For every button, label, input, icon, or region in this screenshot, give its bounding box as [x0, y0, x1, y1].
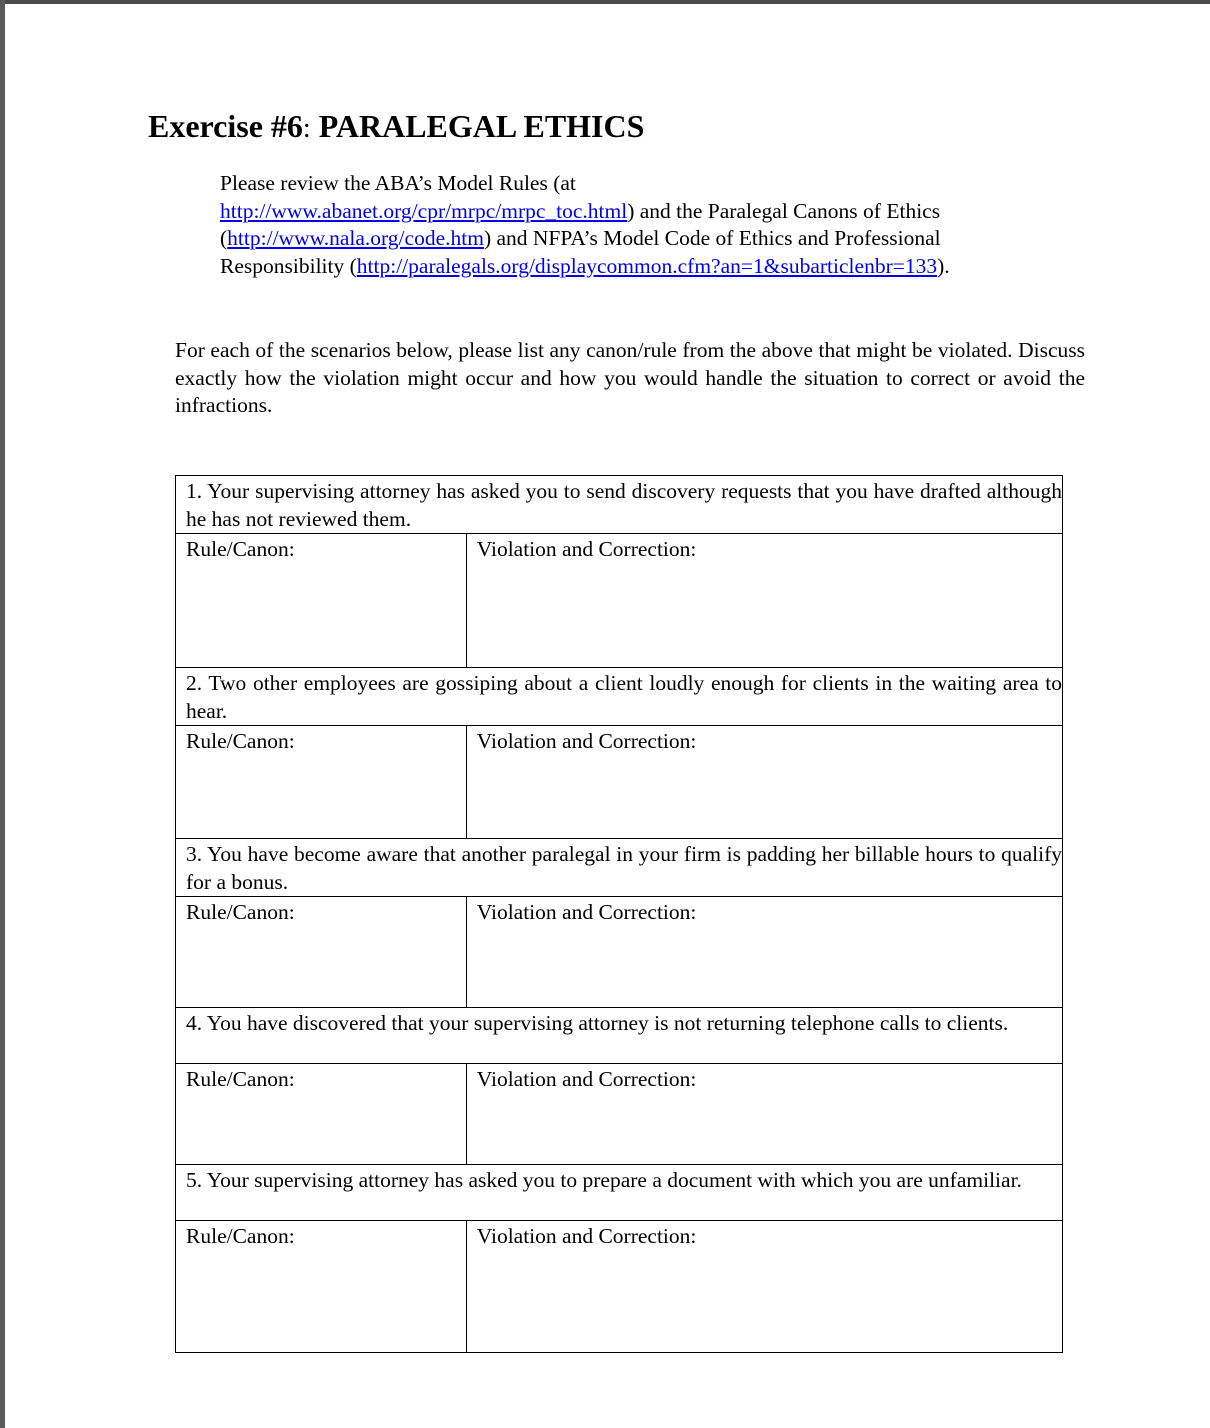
scenario-prompt-row	[176, 1165, 1063, 1221]
scenario-answer-row	[176, 726, 1063, 839]
violation-correction-cell[interactable]: Violation and Correction:	[466, 534, 1062, 668]
aba-model-rules-link[interactable]: http://www.abanet.org/cpr/mrpc/mrpc_toc.html	[220, 198, 628, 223]
scenario-prompt: 4. You have discovered that your supervising attorney is not returning telephone calls to clients.	[176, 1008, 1063, 1064]
rule-canon-cell[interactable]: Rule/Canon:	[176, 726, 467, 839]
intro-text-3: ) and NFPA’s Model Code of Ethics and Professional Responsibility (	[220, 226, 941, 278]
rule-canon-cell[interactable]: Rule/Canon:	[176, 1064, 467, 1165]
intro-text-1: Please review the ABA’s Model Rules (at	[220, 171, 576, 195]
scenario-answer-row	[176, 1221, 1063, 1353]
scenario-prompt-row	[176, 1008, 1063, 1064]
scenario-answer-row	[176, 534, 1063, 668]
title-prefix: Exercise #6	[148, 108, 303, 144]
violation-correction-cell[interactable]: Violation and Correction:	[466, 897, 1062, 1008]
instructions-paragraph: For each of the scenarios below, please list any canon/rule from the above that might be violated. Discuss exactly how the violation might occur and how you would handle the situation to correct or avoid the infractions.	[175, 338, 1085, 417]
nfpa-code-link[interactable]: http://paralegals.org/displaycommon.cfm?an=1&subarticlenbr=133	[356, 253, 938, 278]
scenario-prompt-row	[176, 668, 1063, 726]
rule-canon-cell[interactable]: Rule/Canon:	[176, 897, 467, 1008]
scenario-prompt: 2. Two other employees are gossiping about a client loudly enough for clients in the waiting area to hear.	[176, 668, 1063, 726]
scenario-prompt: 1. Your supervising attorney has asked you to send discovery requests that you have drafted although he has not reviewed them.	[176, 476, 1063, 534]
scenario-prompt-row	[176, 476, 1063, 534]
scenario-answer-row	[176, 897, 1063, 1008]
title-main: PARALEGAL ETHICS	[318, 108, 645, 144]
violation-correction-cell[interactable]: Violation and Correction:	[466, 1221, 1062, 1353]
violation-correction-cell[interactable]: Violation and Correction:	[466, 1064, 1062, 1165]
scenario-answer-row	[176, 1064, 1063, 1165]
rule-canon-cell[interactable]: Rule/Canon:	[176, 534, 467, 668]
intro-text-4: ).	[937, 253, 950, 278]
page-title	[148, 106, 644, 149]
scenario-prompt: 5. Your supervising attorney has asked you to prepare a document with which you are unfamiliar.	[176, 1165, 1063, 1221]
intro-paragraph	[220, 170, 1060, 280]
violation-correction-cell[interactable]: Violation and Correction:	[466, 726, 1062, 839]
nala-code-link[interactable]: http://www.nala.org/code.htm	[227, 226, 484, 250]
scenario-prompt: 3. You have become aware that another paralegal in your firm is padding her billable hours to qualify for a bonus.	[176, 839, 1063, 897]
title-separator: :	[302, 113, 311, 144]
scenario-prompt-row	[176, 839, 1063, 897]
scenario-table	[175, 475, 1063, 1353]
rule-canon-cell[interactable]: Rule/Canon:	[176, 1221, 467, 1353]
intro-text-2: ) and the Paralegal Canons of Ethics (	[220, 198, 941, 250]
